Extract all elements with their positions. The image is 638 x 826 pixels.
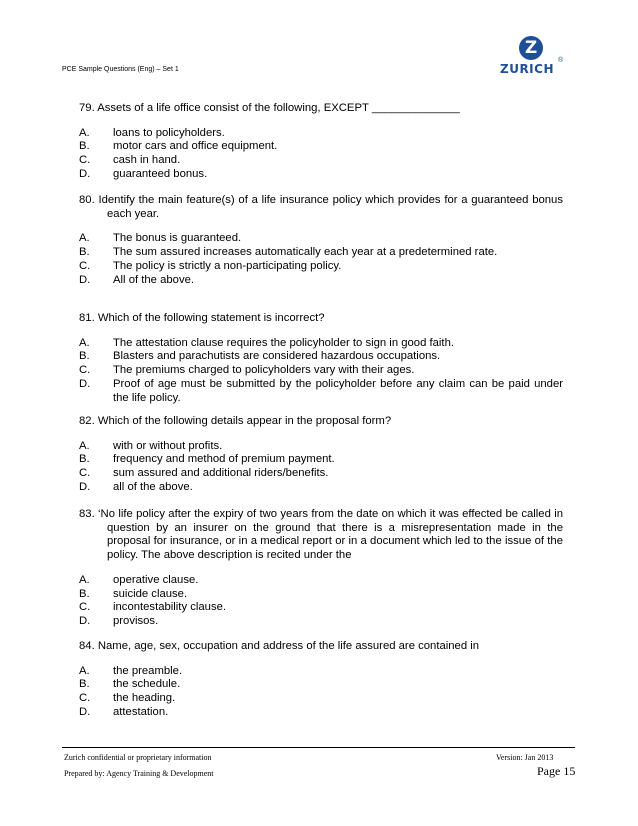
option-list	[79, 574, 563, 629]
option-text: sum assured and additional riders/benefits.	[113, 467, 329, 480]
footer-prepared-by: Prepared by: Agency Training & Development	[64, 769, 214, 778]
option-item	[79, 678, 563, 692]
option-item	[79, 260, 563, 274]
option-letter: C.	[79, 467, 91, 480]
option-list	[79, 232, 563, 287]
option-letter: A.	[79, 232, 90, 245]
option-item	[79, 274, 563, 288]
option-text: The premiums charged to policyholders vary with their ages.	[113, 364, 415, 377]
option-item	[79, 467, 563, 481]
option-letter: C.	[79, 601, 91, 614]
question-stem: 84. Name, age, sex, occupation and address of the life assured are contained in	[79, 640, 480, 652]
option-letter: C.	[79, 364, 91, 377]
option-text: loans to policyholders.	[113, 126, 225, 139]
zurich-logo-mark-icon	[519, 36, 543, 60]
option-text: Proof of age must be submitted by the policyholder before any claim can be paid under the life policy.	[113, 377, 563, 404]
option-text: The attestation clause requires the policyholder to sign in good faith.	[113, 336, 454, 349]
option-item	[79, 601, 563, 615]
option-letter: B.	[79, 350, 90, 363]
option-item	[79, 588, 563, 602]
option-item	[79, 154, 563, 168]
option-text: the schedule.	[113, 678, 181, 691]
option-list	[79, 440, 563, 495]
registered-mark: ®	[558, 57, 564, 64]
option-item	[79, 453, 563, 467]
option-text: the preamble.	[113, 664, 183, 677]
option-item	[79, 140, 563, 154]
option-text: operative clause.	[113, 573, 199, 586]
option-letter: B.	[79, 587, 90, 600]
option-list	[79, 665, 563, 720]
footer-version: Version: Jan 2013	[496, 753, 554, 762]
option-text: with or without profits.	[113, 439, 223, 452]
option-item	[79, 574, 563, 588]
option-text: All of the above.	[113, 273, 195, 286]
option-text: cash in hand.	[113, 154, 181, 167]
question-84	[79, 640, 563, 720]
question-83	[79, 508, 563, 629]
option-letter: C.	[79, 692, 91, 705]
option-letter: C.	[79, 154, 91, 167]
option-text: Blasters and parachutists are considered hazardous occupations.	[113, 350, 441, 363]
option-item	[79, 127, 563, 141]
option-text: suicide clause.	[113, 587, 188, 600]
option-text: frequency and method of premium payment.	[113, 453, 335, 466]
question-81	[79, 312, 563, 405]
option-letter: B.	[79, 246, 90, 259]
question-stem: 83. ‘No life policy after the expiry of two years from the date on which it was effected be called in question by an insurer on the ground that there is a misrepresentation made in the proposal for insurance, or in a medical report or in a document which led to the issue of the policy. The above description is recited under the	[79, 508, 563, 562]
option-letter: A.	[79, 126, 90, 139]
option-letter: D.	[79, 705, 91, 718]
question-80	[79, 194, 563, 287]
footer-page-number: Page 15	[537, 764, 576, 778]
option-letter: B.	[79, 140, 90, 153]
option-item	[79, 168, 563, 182]
option-letter: B.	[79, 678, 90, 691]
option-text: guaranteed bonus.	[113, 167, 208, 180]
option-item	[79, 378, 563, 405]
option-item	[79, 232, 563, 246]
option-item	[79, 246, 563, 260]
logo-wordmark: ZURICH	[500, 62, 554, 76]
question-82	[79, 415, 563, 495]
zurich-logo	[500, 36, 580, 78]
question-stem: 81. Which of the following statement is incorrect?	[79, 312, 325, 324]
option-letter: A.	[79, 439, 90, 452]
footer-divider	[62, 747, 575, 748]
option-text: incontestability clause.	[113, 601, 227, 614]
option-letter: D.	[79, 480, 91, 493]
document-title: PCE Sample Questions (Eng) – Set 1	[62, 66, 179, 73]
option-text: the heading.	[113, 692, 176, 705]
option-letter: A.	[79, 664, 90, 677]
option-text: The policy is strictly a non-participating policy.	[113, 259, 342, 272]
option-letter: C.	[79, 259, 91, 272]
option-item	[79, 440, 563, 454]
option-text: attestation.	[113, 705, 169, 718]
option-letter: B.	[79, 453, 90, 466]
option-item	[79, 665, 563, 679]
question-stem: 82. Which of the following details appear in the proposal form?	[79, 415, 392, 427]
option-list	[79, 337, 563, 406]
option-letter: A.	[79, 573, 90, 586]
question-79	[79, 102, 563, 182]
logo-mark-letter: Z	[524, 38, 538, 58]
footer-confidential: Zurich confidential or proprietary information	[64, 753, 212, 762]
option-item	[79, 692, 563, 706]
option-list	[79, 127, 563, 182]
option-item	[79, 364, 563, 378]
option-text: provisos.	[113, 614, 159, 627]
option-letter: D.	[79, 377, 91, 390]
option-text: motor cars and office equipment.	[113, 140, 278, 153]
question-stem: 79. Assets of a life office consist of the following, EXCEPT ______________	[79, 102, 460, 114]
option-item	[79, 337, 563, 351]
question-stem: 80. Identify the main feature(s) of a life insurance policy which provides for a guaranteed bonus each year.	[79, 194, 563, 220]
option-text: all of the above.	[113, 480, 193, 493]
option-item	[79, 350, 563, 364]
option-item	[79, 706, 563, 720]
option-item	[79, 481, 563, 495]
option-letter: D.	[79, 167, 91, 180]
option-letter: D.	[79, 273, 91, 286]
option-letter: A.	[79, 336, 90, 349]
option-letter: D.	[79, 614, 91, 627]
option-item	[79, 615, 563, 629]
option-text: The bonus is guaranteed.	[113, 232, 242, 245]
option-text: The sum assured increases automatically each year at a predetermined rate.	[113, 246, 498, 259]
